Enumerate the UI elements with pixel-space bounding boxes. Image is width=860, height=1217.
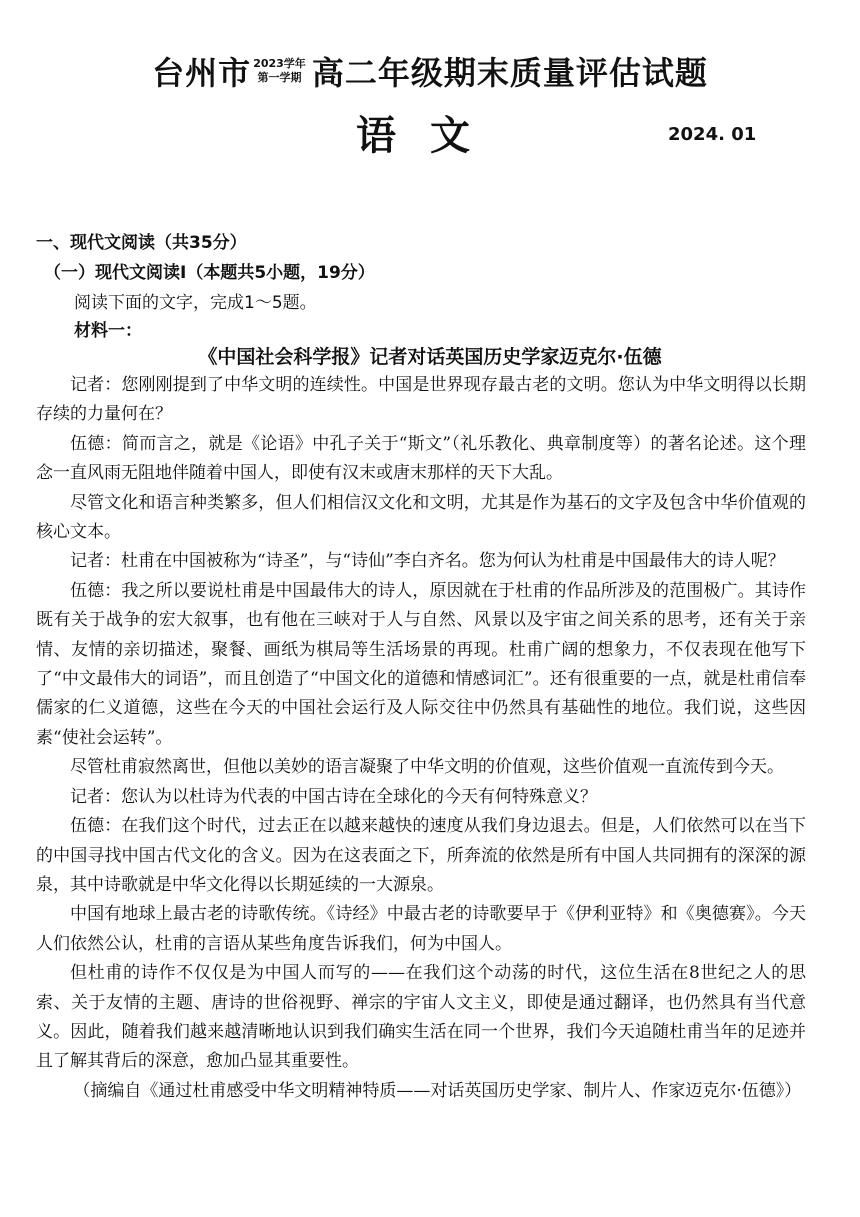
school-year: [253, 57, 306, 85]
subject-title: 语文: [356, 113, 504, 159]
paragraph: 伍德：简而言之，就是《论语》中孔子关于“斯文”（礼乐教化、典章制度等）的著名论述。这个理念一直风雨无阻地伴随着中国人，即使有汉末或唐末那样的天下大乱。: [36, 433, 806, 484]
section-heading: 一、现代文阅读（共35分）: [36, 233, 247, 253]
paragraph: 伍德：在我们这个时代，过去正在以越来越快的速度从我们身边退去。但是，人们依然可以在当下的中国寻找中国古代文化的含义。因为在这表面之下，所奔流的依然是所有中国人共同拥有的深深的源泉，其中诗歌就是中华文化得以长期延续的一大源泉。: [36, 816, 806, 895]
year-bottom: 第一学期: [257, 71, 302, 84]
paragraph: 尽管文化和语言种类繁多，但人们相信汉文化和文明，尤其是作为基石的文字及包含中华价值观的核心文本。: [36, 492, 806, 543]
exam-date: 2024. 01: [668, 124, 757, 145]
section-subheading: （一）现代文阅读Ⅰ（本题共5小题，19分）: [44, 263, 375, 283]
city-name: 台州市: [152, 54, 252, 92]
article-body: [36, 371, 806, 1106]
source-citation: （摘编自《通过杜甫感受中华文明精神特质——对话英国历史学家、制片人、作家迈克尔·伍德》）: [73, 1080, 802, 1101]
year-top: 2023学年: [253, 57, 306, 70]
paragraph: 但杜甫的诗作不仅仅是为中国人而写的——在我们这个动荡的时代，这位生活在8世纪之人的思索、关于友情的主题、唐诗的世俗视野、禅宗的宇宙人文主义，即使是通过翻译，也仍然具有当代意义。因此，随着我们越来越清晰地认识到我们确实生活在同一个世界，我们今天追随杜甫当年的足迹并且了解其背后的深意，愈加凸显其重要性。: [36, 963, 806, 1072]
paragraph: 记者：您刚刚提到了中华文明的连续性。中国是世界现存最古老的文明。您认为中华文明得以长期存续的力量何在？: [36, 375, 806, 425]
paragraph: 中国有地球上最古老的诗歌传统。《诗经》中最古老的诗歌要早于《伊利亚特》和《奥德赛》。今天人们依然公认，杜甫的言语从某些角度告诉我们，何为中国人。: [36, 904, 806, 954]
paragraph: 记者：您认为以杜诗为代表的中国古诗在全球化的今天有何特殊意义？: [70, 786, 597, 807]
paragraph: 尽管杜甫寂然离世，但他以美妙的语言凝聚了中华文明的价值观，这些价值观一直流传到今天。: [70, 757, 784, 778]
paragraph: 伍德：我之所以要说杜甫是中国最伟大的诗人，原因就在于杜甫的作品所涉及的范围极广。其诗作既有关于战争的宏大叙事，也有他在三峡对于人与自然、风景以及宇宙之间关系的思考，还有关于亲情、友情的亲切描述，聚餐、画纸为棋局等生活场景的再现。杜甫广阔的想象力，不仅表现在他写下了“中文最伟大的词语”，而且创造了“中国文化的道德和情感词汇”。还有很重要的一点，就是杜甫信奉儒家的仁义道德，这些在今天的中国社会运行及人际交往中仍然具有基础性的地位。我们说，这些因素“使社会运转”。: [36, 580, 806, 748]
paragraph: 记者：杜甫在中国被称为“诗圣”，与“诗仙”李白齐名。您为何认为杜甫是中国最伟大的诗人呢？: [70, 551, 785, 572]
exam-title: 高二年级期末质量评估试题: [311, 54, 708, 92]
material-label: 材料一：: [74, 321, 142, 341]
article-title: 《中国社会科学报》记者对话英国历史学家迈克尔·伍德: [198, 346, 662, 368]
exam-header: [0, 48, 860, 94]
instruction-text: 阅读下面的文字，完成1～5题。: [74, 293, 317, 313]
